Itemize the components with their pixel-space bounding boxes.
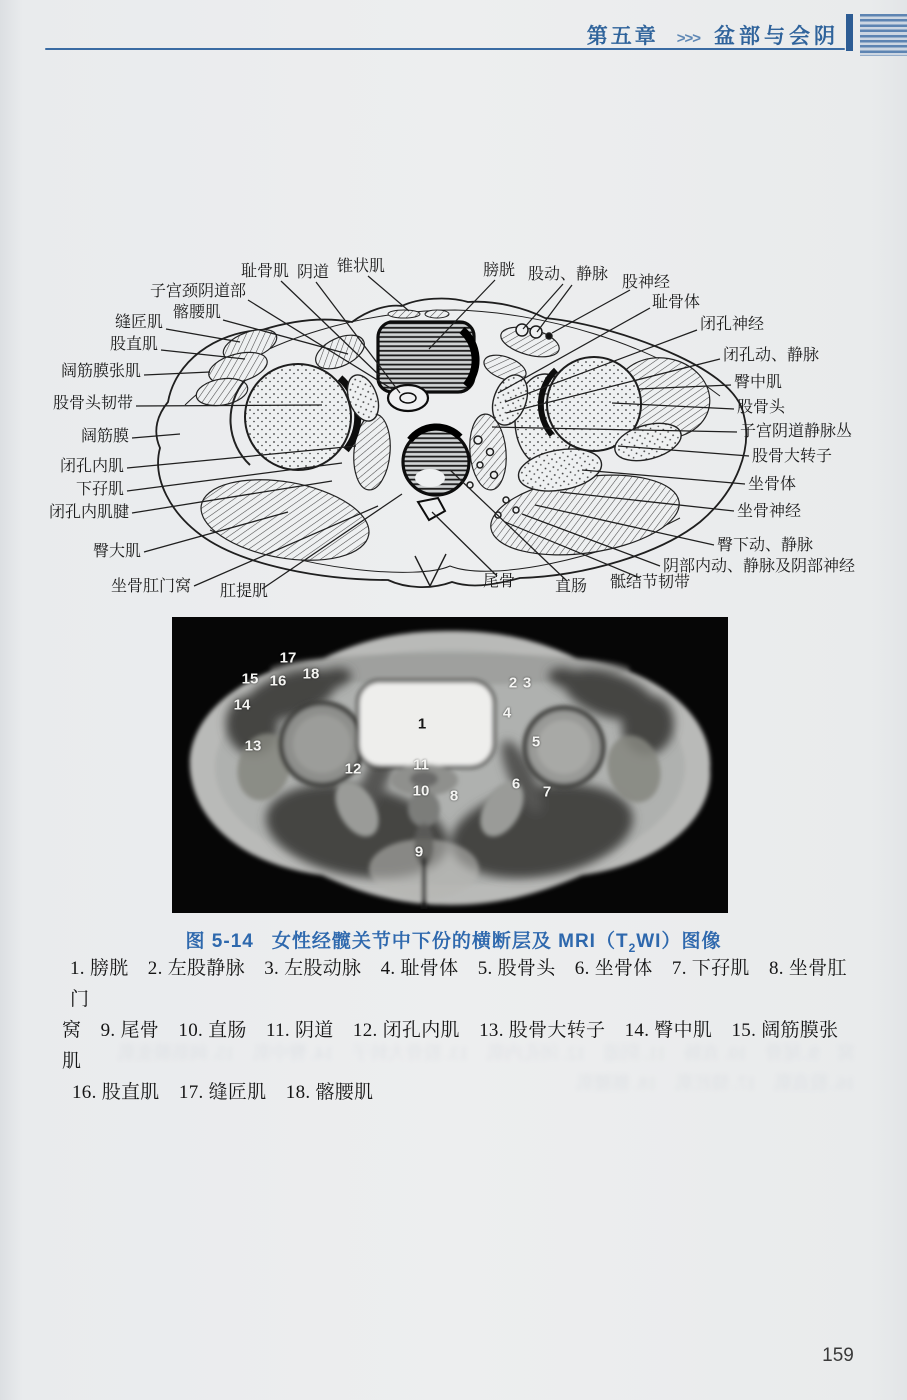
bladder-shape [378, 322, 474, 392]
caption-text: 女性经髋关节中下份的横断层及 MRI（T [271, 931, 629, 952]
mri-marker-3: 3 [522, 674, 532, 692]
bleedthrough-line-2: 16. 股直肌 17. 缝匠肌 18. 髂腰肌 [576, 1073, 855, 1093]
vein-dot [491, 472, 498, 479]
diagram-label: 臀中肌 [734, 374, 783, 391]
diagram-label: 子宫阴道静脉丛 [740, 423, 853, 440]
diagram-label: 耻骨体 [652, 294, 701, 311]
vein-dot [477, 462, 483, 468]
diagram-label: 股神经 [622, 274, 671, 291]
diagram-label: 股骨大转子 [752, 448, 833, 465]
leader-line [523, 284, 563, 329]
mri-marker-16: 16 [269, 672, 287, 690]
mri-marker-1: 1 [417, 715, 427, 733]
mri-marker-15: 15 [241, 670, 259, 688]
diagram-label: 闭孔内肌 [59, 458, 124, 475]
natal-cleft [415, 554, 446, 586]
right-femoral-head-core [537, 720, 591, 774]
mri-marker-18: 18 [302, 665, 320, 683]
anatomical-drawing [156, 299, 746, 588]
mri-marker-8: 8 [449, 787, 459, 805]
diagram-label: 阔筋膜张肌 [60, 363, 141, 380]
mri-marker-13: 13 [244, 737, 262, 755]
diagram-label: 缝匠肌 [114, 314, 163, 331]
organ-group [378, 322, 476, 520]
legend-line-1: 1. 膀胱 2. 左股静脉 3. 左股动脉 4. 耻骨体 5. 股骨头 6. 坐骨体 7. 下孖肌 8. 坐骨肛门 [70, 958, 847, 1010]
diagram-label: 膀胱 [483, 262, 516, 279]
mri-marker-10: 10 [412, 782, 430, 800]
leader-line [144, 372, 210, 375]
diagram-label: 股骨头 [737, 399, 786, 416]
mri-marker-9: 9 [414, 843, 424, 861]
femoral-head-left [245, 364, 351, 470]
diagram-label: 坐骨体 [748, 476, 797, 493]
diagram-label: 股直肌 [109, 336, 158, 353]
diagram-label: 直肠 [555, 578, 588, 595]
mri-marker-14: 14 [233, 696, 251, 714]
diagram-label: 阴道 [296, 264, 329, 281]
pyramidalis-right [425, 310, 449, 318]
figure-number: 图 5-14 [185, 931, 254, 952]
diagram-label: 闭孔动、静脉 [723, 347, 820, 364]
diagram-label: 臀大肌 [92, 543, 141, 560]
mri-image [172, 617, 728, 913]
mri-marker-5: 5 [531, 733, 541, 751]
figure-caption [0, 926, 907, 955]
chapter-title: 盆部与会阴 [714, 25, 839, 48]
mri-marker-7: 7 [542, 783, 552, 801]
iliopsoas-right [498, 322, 563, 363]
legend-line-3: 16. 股直肌 17. 缝匠肌 18. 髂腰肌 [72, 1082, 374, 1103]
gluteus-maximus-left [195, 468, 376, 572]
femoral-nerve-dot [546, 333, 552, 339]
legend-line-2: 窝 9. 尾骨 10. 直肠 11. 阴道 12. 闭孔内肌 13. 股骨大转子 14. 臀中肌 15. 阔筋膜张肌 [62, 1020, 839, 1072]
bleedthrough-ghost [75, 1038, 855, 1098]
leader-line [432, 512, 497, 576]
vein-dot [513, 507, 519, 513]
diagram-label: 闭孔内肌腱 [48, 504, 129, 521]
mri-marker-17: 17 [279, 649, 297, 667]
mri-marker-2: 2 [508, 674, 518, 692]
mri-marker-12: 12 [344, 760, 362, 778]
anatomical-diagram [0, 0, 907, 620]
diagram-label: 尾骨 [483, 573, 516, 590]
mri-marker-6: 6 [511, 775, 521, 793]
mri-marker-4: 4 [502, 704, 512, 722]
diagram-label: 骶结节韧带 [610, 574, 691, 591]
rectum-lumen [415, 469, 445, 487]
gluteal-cleft [422, 857, 426, 909]
diagram-label: 阔筋膜 [80, 428, 129, 445]
bleedthrough-line-1: 窝 9. 尾骨 10. 直肠 11. 阴道 12. 闭孔内肌 13. 股骨大转子 14. 臀中肌 15. 阔筋膜张肌 [117, 1043, 855, 1063]
diagram-label: 子宫颈阴道部 [149, 283, 246, 300]
mri-art [172, 617, 728, 913]
diagram-label: 股动、静脉 [528, 266, 609, 283]
cervix-shape [388, 385, 428, 411]
diagram-label: 阴部内动、静脉及阴部神经 [663, 558, 856, 575]
vein-dot [503, 497, 509, 503]
diagram-label: 坐骨肛门窝 [110, 578, 191, 595]
diagram-label: 臀下动、静脉 [717, 537, 814, 554]
chevrons-icon: >>> [676, 30, 700, 47]
coccyx-shape [418, 498, 445, 520]
chapter-number: 第五章 [586, 25, 659, 48]
diagram-label: 下孖肌 [75, 481, 124, 498]
mri-marker-11: 11 [413, 756, 429, 774]
diagram-label: 耻骨肌 [240, 263, 289, 280]
vein-dot [487, 449, 494, 456]
left-femoral-head-core [293, 715, 351, 773]
diagram-label: 闭孔神经 [700, 316, 765, 333]
pyramidalis-left [388, 310, 420, 318]
page-number: 159 [822, 1345, 854, 1366]
diagram-label: 股骨头韧带 [52, 395, 133, 412]
diagram-label: 髂腰肌 [172, 304, 221, 321]
diagram-label: 坐骨神经 [737, 503, 802, 520]
diagram-label: 肛提肌 [219, 583, 268, 600]
caption-subscript: 2 [628, 940, 637, 955]
caption-text-end: WI）图像 [636, 931, 722, 952]
diagram-label: 锥状肌 [336, 258, 385, 275]
vein-dot [474, 436, 482, 444]
